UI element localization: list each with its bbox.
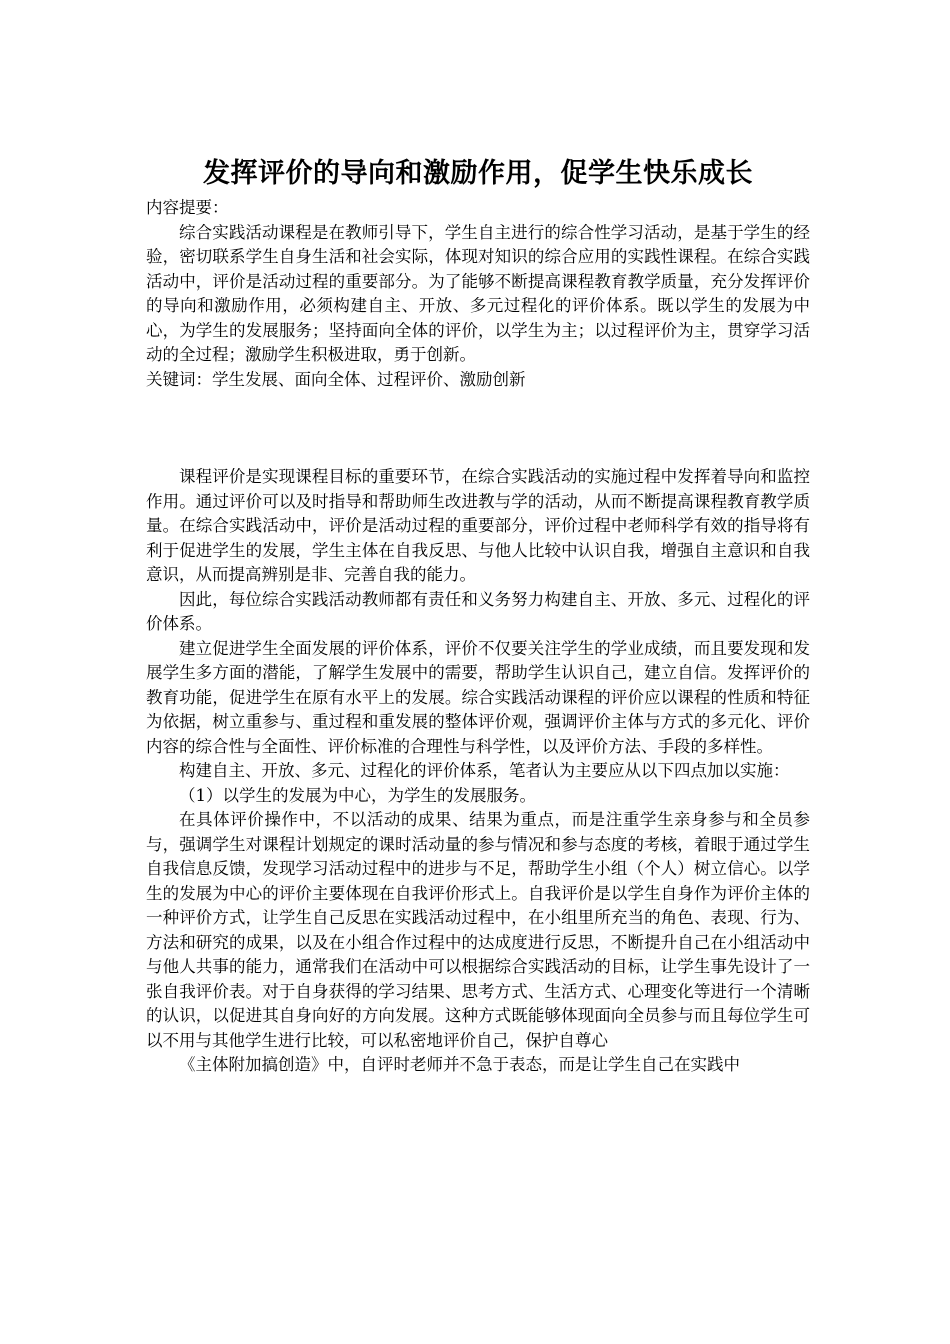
abstract-label: 内容提要： [146,198,229,217]
body-paragraph-3: 建立促进学生全面发展的评价体系，评价不仅要关注学生的学业成绩，而且要发现和发展学生多方面的潜能，了解学生发展中的需要，帮助学生认识自己，建立自信。发挥评价的教育功能，促进学生在原有水平上的发展。综合实践活动课程的评价应以课程的性质和特征为依据，树立重参与、重过程和重发展的整体评价观，强调评价主体与方式的多元化、评价内容的综合性与全面性、评价标准的合理性与科学性，以及评价方法、手段的多样性。 [146,638,810,756]
body-paragraph-6: 《主体附加搞创造》中，自评时老师并不急于表态，而是让学生自己在实践中 [179,1055,740,1074]
section-spacer [146,392,810,465]
document-title: 发挥评价的导向和激励作用，促学生快乐成长 [203,158,753,189]
document-page [146,152,810,1078]
body-paragraph-1: 课程评价是实现课程目标的重要环节，在综合实践活动的实施过程中发挥着导向和监控作用。通过评价可以及时指导和帮助师生改进教与学的活动，从而不断提高课程教育教学质量。在综合实践活动中，评价是活动过程的重要部分，评价过程中老师科学有效的指导将有利于促进学生的发展，学生主体在自我反思、与他人比较中认识自我，增强自主意识和自我意识，从而提高辨别是非、完善自我的能力。 [146,467,810,584]
abstract-text: 综合实践活动课程是在教师引导下，学生自主进行的综合性学习活动，是基于学生的经验，密切联系学生自身生活和社会实际，体现对知识的综合应用的实践性课程。在综合实践活动中，评价是活动过程的重要部分。为了能够不断提高课程教育教学质量，充分发挥评价的导向和激励作用，必须构建自主、开放、多元过程化的评价体系。既以学生的发展为中心，为学生的发展服务；坚持面向全体的评价，以学生为主；以过程评价为主，贯穿学习活动的全过程；激励学生积极进取，勇于创新。 [146,222,810,364]
list-item-1: （1）以学生的发展为中心，为学生的发展服务。 [179,785,536,805]
keywords: 关键词：学生发展、面向全体、过程评价、激励创新 [146,369,526,389]
body-paragraph-5: 在具体评价操作中，不以活动的成果、结果为重点，而是注重学生亲身参与和全员参与，强调学生对课程计划规定的课时活动量的参与情况和参与态度的考核，着眼于通过学生自我信息反馈，发现学习活动过程中的进步与不足，帮助学生小组（个人）树立信心。以学生的发展为中心的评价主要体现在自我评价形式上。自我评价是以学生自身作为评价主体的一种评价方式，让学生自己反思在实践活动过程中，在小组里所充当的角色、表现、行为、方法和研究的成果，以及在小组合作过程中的达成度进行反思，不断提升自己在小组活动中与他人共事的能力，通常我们在活动中可以根据综合实践活动的目标，让学生事先设计了一张自我评价表。对于自身获得的学习结果、思考方式、生活方式、心理变化等进行一个清晰的认识，以促进其自身向好的方向发展。这种方式既能够体现面向全员参与而且每位学生可以不用与其他学生进行比较，可以私密地评价自己，保护自尊心 [146,810,810,1050]
body-paragraph-2: 因此，每位综合实践活动教师都有责任和义务努力构建自主、开放、多元、过程化的评价体系。 [146,589,810,633]
body-paragraph-4: 构建自主、开放、多元、过程化的评价体系，笔者认为主要应从以下四点加以实施： [179,761,790,780]
